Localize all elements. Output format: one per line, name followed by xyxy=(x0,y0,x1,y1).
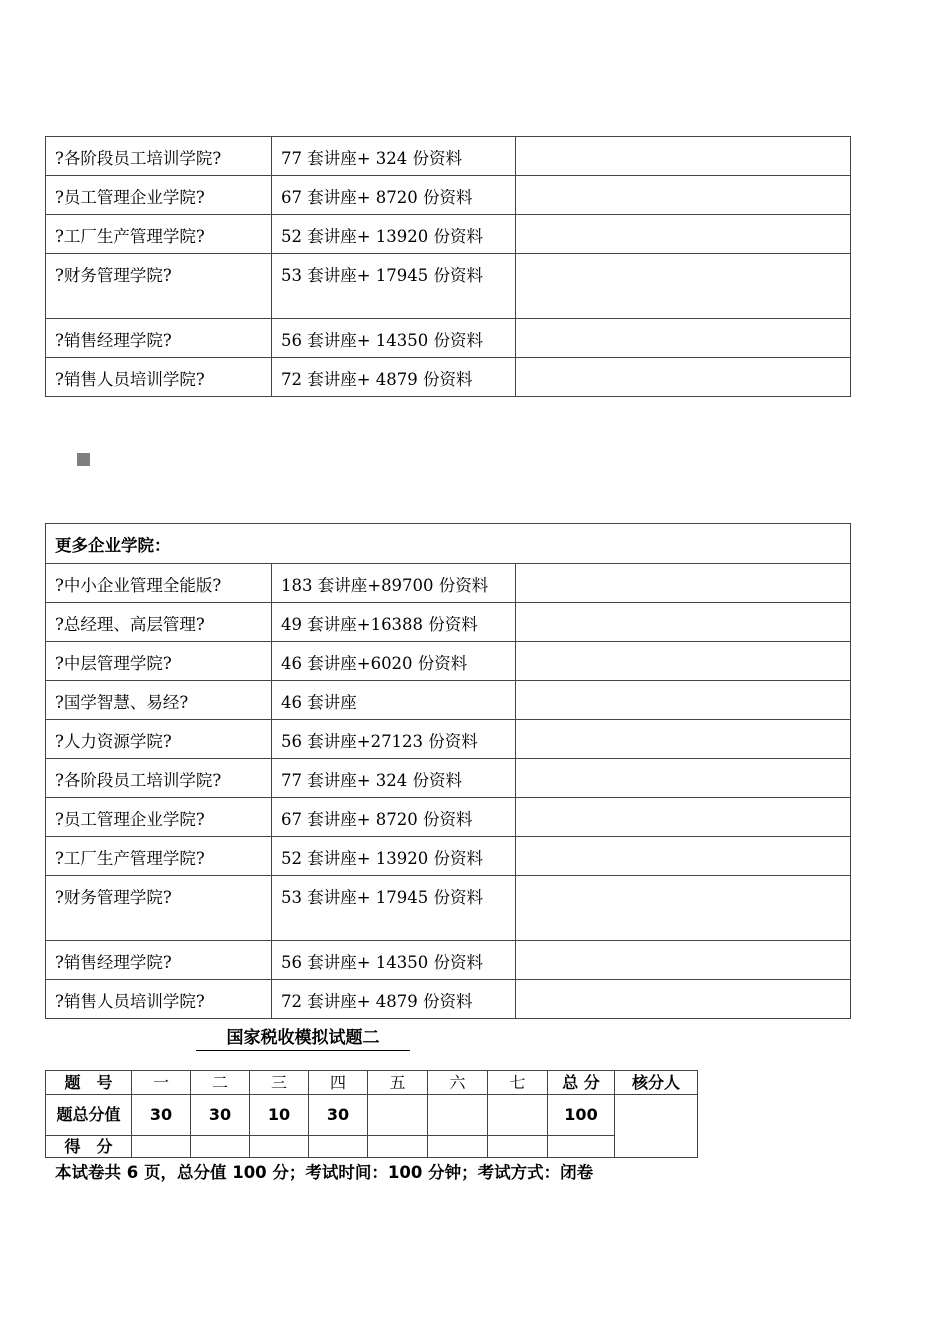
table-row xyxy=(46,681,851,720)
college-detail: 52 套讲座+ 13920 份资料 xyxy=(272,215,516,254)
college-name: ?财务管理学院? xyxy=(46,254,272,319)
table-row xyxy=(46,876,851,941)
college-name: ?员工管理企业学院? xyxy=(46,176,272,215)
total-value-cell xyxy=(368,1095,428,1136)
score-cell xyxy=(250,1136,309,1158)
total-value-label: 题总分值 xyxy=(46,1095,132,1136)
score-cell xyxy=(428,1136,488,1158)
table-row xyxy=(46,176,851,215)
college-name: ?销售经理学院? xyxy=(46,941,272,980)
score-row xyxy=(46,1136,698,1158)
empty-cell xyxy=(516,603,851,642)
table-row xyxy=(46,720,851,759)
column-header: 四 xyxy=(309,1071,368,1095)
total-value-cell: 30 xyxy=(191,1095,250,1136)
table-row xyxy=(46,603,851,642)
empty-cell xyxy=(516,319,851,358)
table-row xyxy=(46,564,851,603)
college-detail: 77 套讲座+ 324 份资料 xyxy=(272,759,516,798)
score-cell xyxy=(548,1136,615,1158)
empty-cell xyxy=(516,941,851,980)
table-row xyxy=(46,837,851,876)
column-header: 六 xyxy=(428,1071,488,1095)
college-name: ?人力资源学院? xyxy=(46,720,272,759)
college-name: ?总经理、高层管理? xyxy=(46,603,272,642)
college-detail: 56 套讲座+ 14350 份资料 xyxy=(272,941,516,980)
college-table-1 xyxy=(45,136,851,397)
empty-cell xyxy=(516,681,851,720)
college-name: ?销售人员培训学院? xyxy=(46,980,272,1019)
score-total-row xyxy=(46,1095,698,1136)
college-name: ?工厂生产管理学院? xyxy=(46,215,272,254)
table-row xyxy=(46,137,851,176)
empty-cell xyxy=(516,137,851,176)
reviewer-cell xyxy=(615,1095,698,1158)
college-name: ?工厂生产管理学院? xyxy=(46,837,272,876)
college-detail: 49 套讲座+16388 份资料 xyxy=(272,603,516,642)
college-detail: 56 套讲座+ 14350 份资料 xyxy=(272,319,516,358)
college-detail: 53 套讲座+ 17945 份资料 xyxy=(272,254,516,319)
column-header: 二 xyxy=(191,1071,250,1095)
table-row xyxy=(46,980,851,1019)
score-table xyxy=(45,1070,698,1158)
table-row xyxy=(46,759,851,798)
table-row xyxy=(46,941,851,980)
college-detail: 77 套讲座+ 324 份资料 xyxy=(272,137,516,176)
college-name: ?各阶段员工培训学院? xyxy=(46,759,272,798)
college-name: ?国学智慧、易经? xyxy=(46,681,272,720)
college-detail: 46 套讲座 xyxy=(272,681,516,720)
college-detail: 67 套讲座+ 8720 份资料 xyxy=(272,798,516,837)
total-value-cell: 30 xyxy=(309,1095,368,1136)
empty-cell xyxy=(516,876,851,941)
column-header: 核分人 xyxy=(615,1071,698,1095)
college-name: ?各阶段员工培训学院? xyxy=(46,137,272,176)
college-detail: 56 套讲座+27123 份资料 xyxy=(272,720,516,759)
total-value-cell: 30 xyxy=(132,1095,191,1136)
empty-cell xyxy=(516,254,851,319)
total-value-cell: 10 xyxy=(250,1095,309,1136)
column-header: 三 xyxy=(250,1071,309,1095)
college-name: ?员工管理企业学院? xyxy=(46,798,272,837)
column-header: 一 xyxy=(132,1071,191,1095)
empty-cell xyxy=(516,759,851,798)
college-name: ?销售经理学院? xyxy=(46,319,272,358)
empty-cell xyxy=(516,837,851,876)
empty-cell xyxy=(516,564,851,603)
table-header: 更多企业学院： xyxy=(46,524,851,564)
college-detail: 72 套讲座+ 4879 份资料 xyxy=(272,358,516,397)
score-label: 得 分 xyxy=(46,1136,132,1158)
exam-title: 国家税收模拟试题二 xyxy=(196,1026,410,1051)
table-header-row xyxy=(46,524,851,564)
college-name: ?中小企业管理全能版? xyxy=(46,564,272,603)
empty-cell xyxy=(516,358,851,397)
empty-cell xyxy=(516,215,851,254)
college-detail: 46 套讲座+6020 份资料 xyxy=(272,642,516,681)
college-table-2 xyxy=(45,523,851,1019)
column-header: 七 xyxy=(488,1071,548,1095)
score-cell xyxy=(368,1136,428,1158)
empty-cell xyxy=(516,176,851,215)
score-cell xyxy=(309,1136,368,1158)
college-detail: 52 套讲座+ 13920 份资料 xyxy=(272,837,516,876)
college-name: ?财务管理学院? xyxy=(46,876,272,941)
college-detail: 183 套讲座+89700 份资料 xyxy=(272,564,516,603)
college-name: ?销售人员培训学院? xyxy=(46,358,272,397)
question-number-label: 题 号 xyxy=(46,1071,132,1095)
total-value-cell xyxy=(428,1095,488,1136)
table-row xyxy=(46,642,851,681)
college-detail: 53 套讲座+ 17945 份资料 xyxy=(272,876,516,941)
table-row xyxy=(46,215,851,254)
empty-cell xyxy=(516,720,851,759)
empty-cell xyxy=(516,642,851,681)
score-cell xyxy=(191,1136,250,1158)
college-detail: 67 套讲座+ 8720 份资料 xyxy=(272,176,516,215)
table-row xyxy=(46,798,851,837)
table-row xyxy=(46,254,851,319)
empty-cell xyxy=(516,980,851,1019)
score-cell xyxy=(488,1136,548,1158)
column-header: 总 分 xyxy=(548,1071,615,1095)
score-cell xyxy=(132,1136,191,1158)
square-bullet-icon xyxy=(77,453,90,466)
table-row xyxy=(46,358,851,397)
empty-cell xyxy=(516,798,851,837)
college-detail: 72 套讲座+ 4879 份资料 xyxy=(272,980,516,1019)
column-header: 五 xyxy=(368,1071,428,1095)
total-value-cell: 100 xyxy=(548,1095,615,1136)
score-header-row xyxy=(46,1071,698,1095)
college-name: ?中层管理学院? xyxy=(46,642,272,681)
exam-note: 本试卷共 6 页，总分值 100 分；考试时间：100 分钟；考试方式：闭卷 xyxy=(55,1163,594,1182)
total-value-cell xyxy=(488,1095,548,1136)
table-row xyxy=(46,319,851,358)
